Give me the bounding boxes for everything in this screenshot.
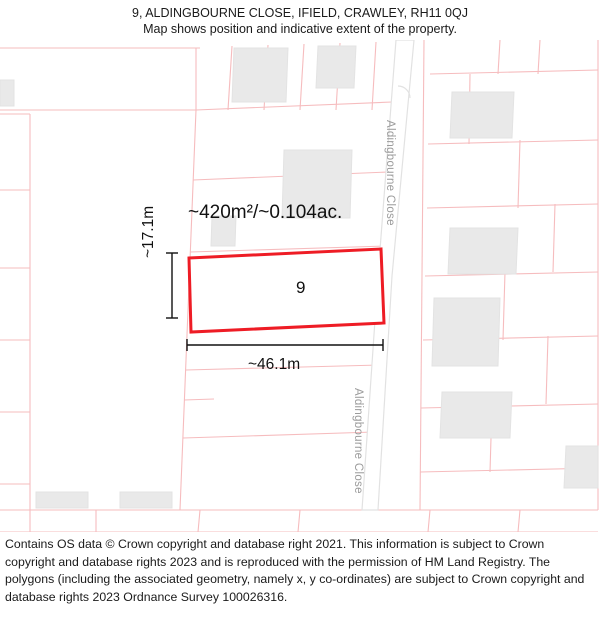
highlighted-property-outline xyxy=(189,249,384,332)
page-header xyxy=(0,0,600,37)
road-label-north: Aldingbourne Close xyxy=(384,120,396,226)
road-label-south: Aldingbourne Close xyxy=(352,388,364,494)
copyright-footer: Contains OS data © Crown copyright and database right 2021. This information is subject to Crown copyright and database rights 2023 and is reproduced with the permission of HM Land Registry. The polygons (including the associated geometry, namely x, y co-ordinates) are subject to Crown copyright and database rights 2023 Ordnance Survey 100026316. xyxy=(5,537,585,604)
page-title: 9, ALDINGBOURNE CLOSE, IFIELD, CRAWLEY, RH11 0QJ xyxy=(132,6,468,20)
page-subtitle: Map shows position and indicative extent of the property. xyxy=(143,22,457,36)
height-dimension-label: ~17.1m xyxy=(140,205,157,258)
width-dimension-label: ~46.1m xyxy=(248,356,301,373)
map-vector xyxy=(0,40,600,532)
area-label: ~420m²/~0.104ac. xyxy=(188,202,343,223)
map-canvas[interactable] xyxy=(0,40,600,532)
plot-number-label: 9 xyxy=(296,278,306,297)
